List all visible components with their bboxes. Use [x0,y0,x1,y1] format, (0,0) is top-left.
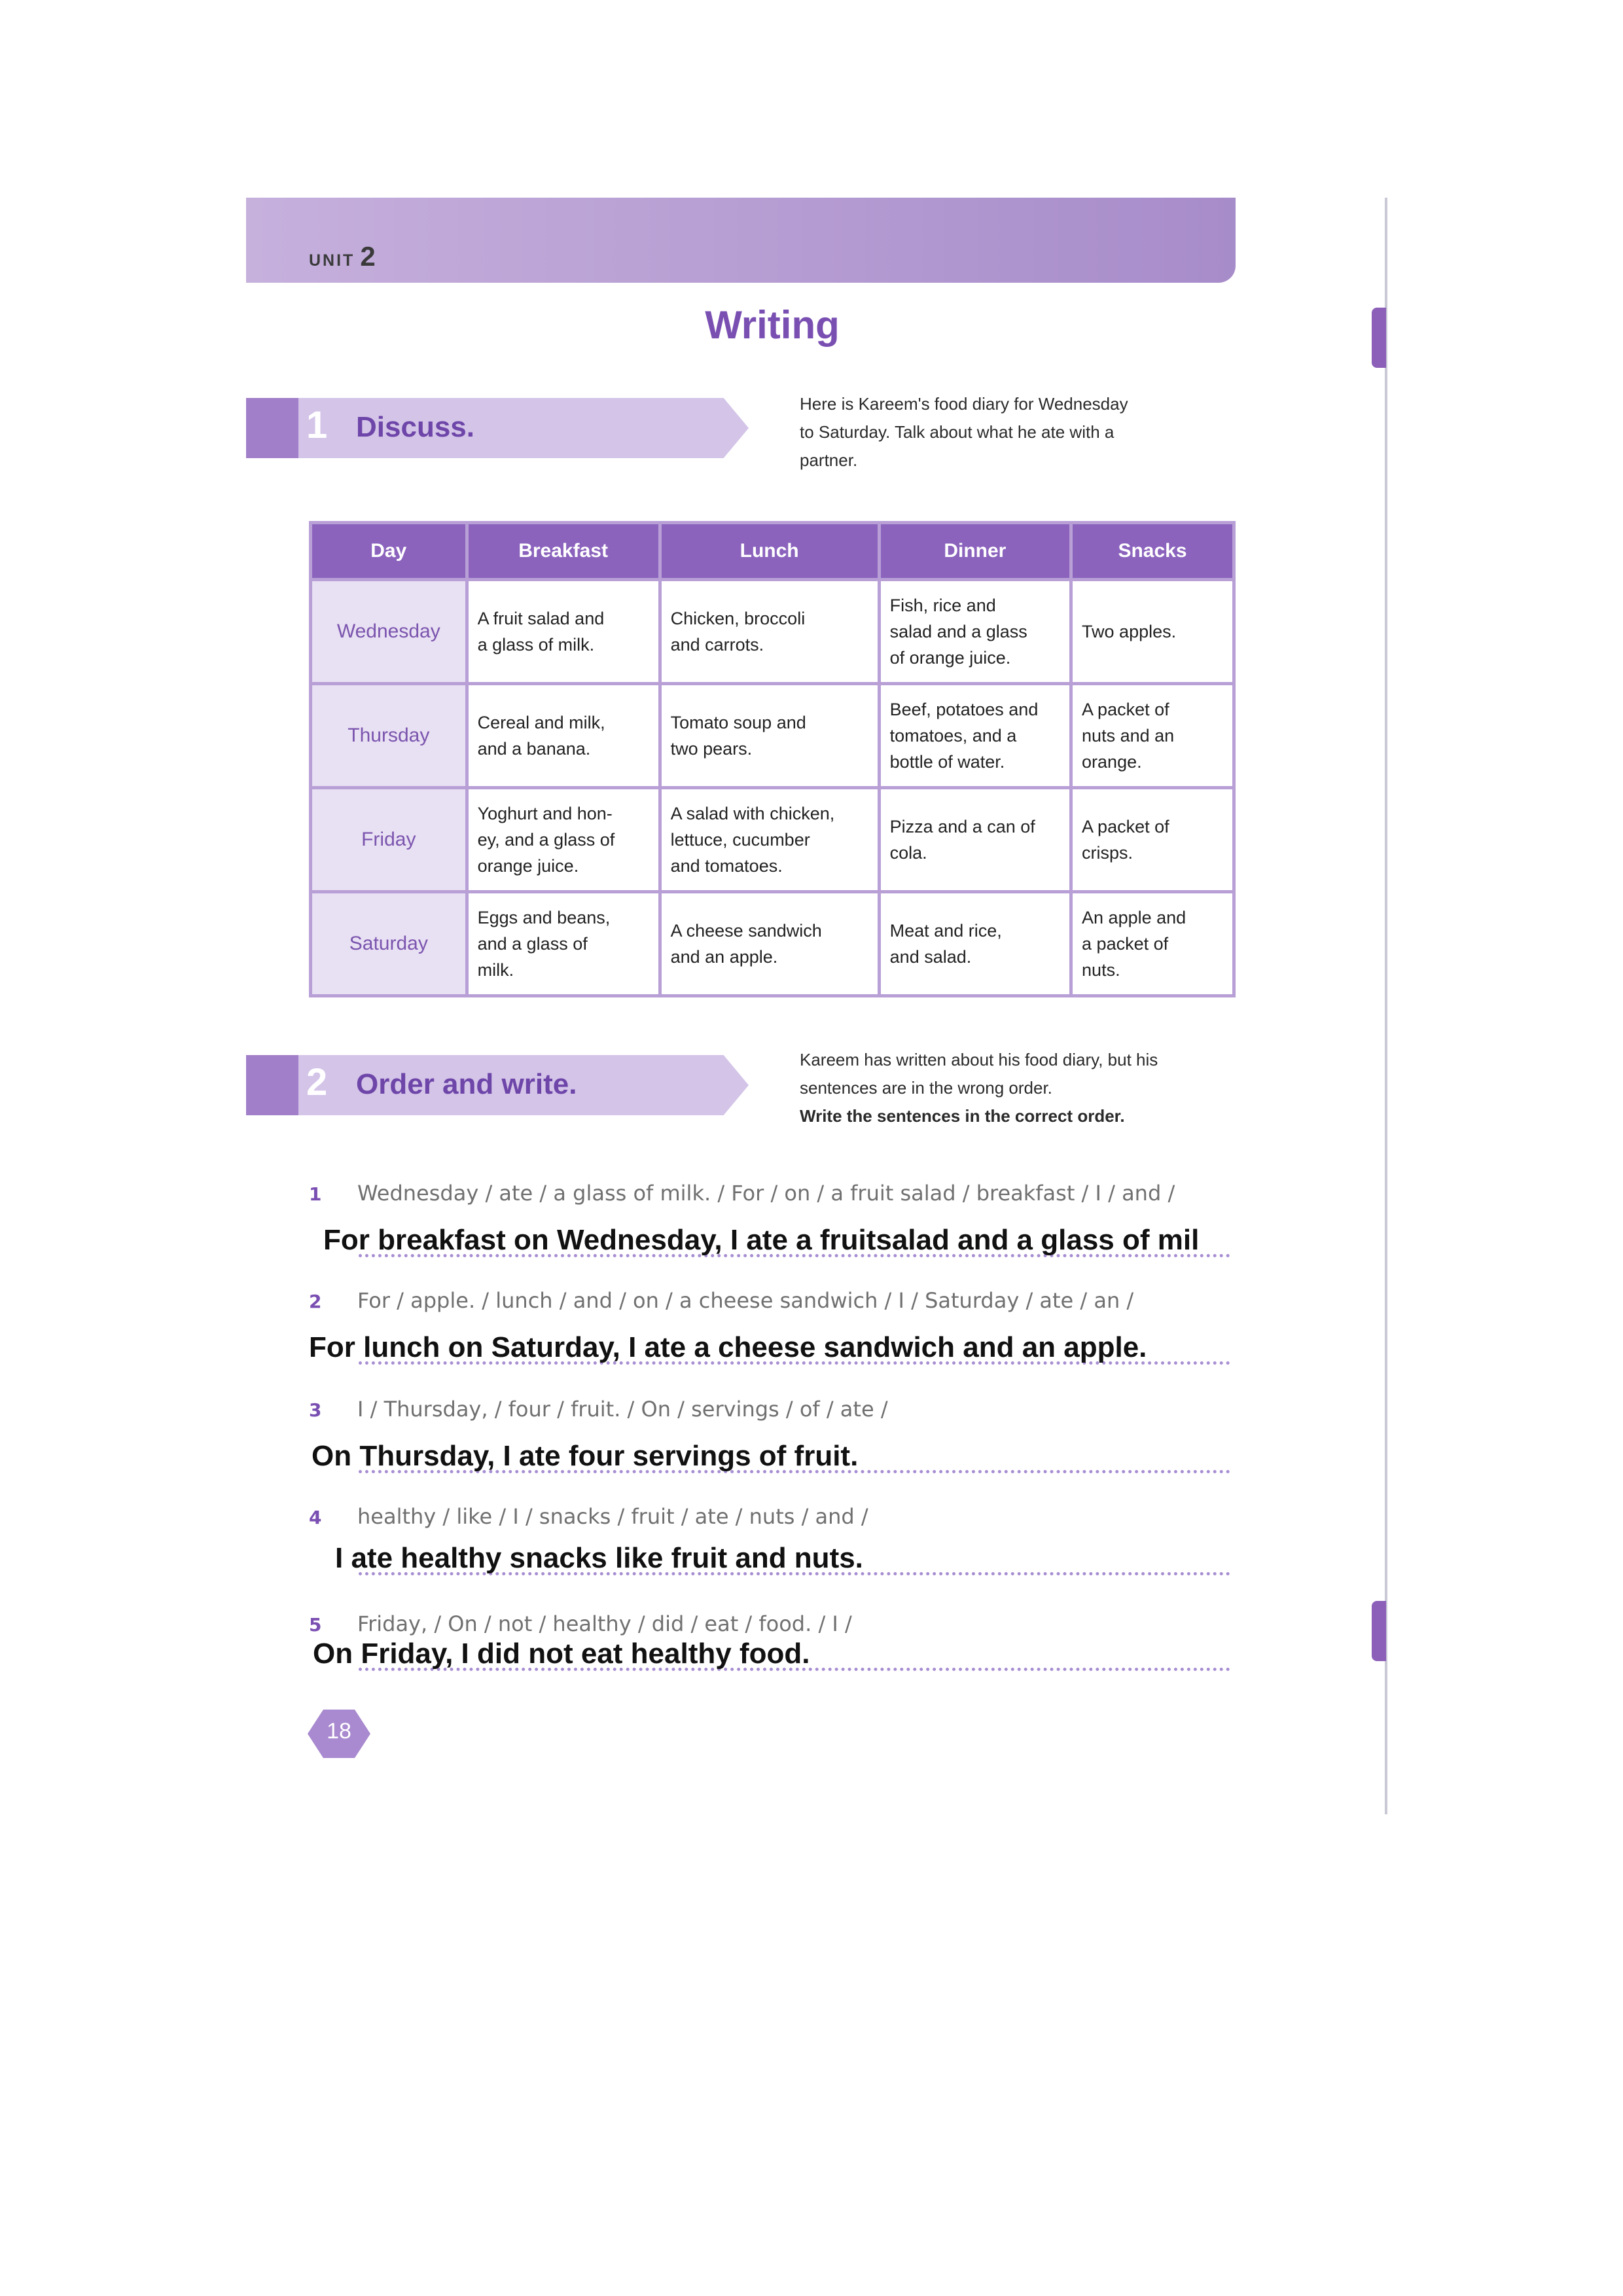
scrambled-words: Wednesday / ate / a glass of milk. / For / on / a fruit salad / breakfast / I / and / [357,1181,1175,1206]
cell-line: A packet of [1082,700,1169,719]
section1-instructions [800,390,1238,475]
cell-line: of orange juice. [889,648,1011,668]
lunch-cell [660,788,879,892]
table-header-row [311,523,1234,580]
item-number: 4 [309,1507,322,1528]
cell-line: and an apple. [670,947,778,967]
section1-label: Discuss. [356,411,474,443]
lunch-cell [660,580,879,684]
instruction-line: sentences are in the wrong order. [800,1078,1052,1098]
table-row [311,788,1234,892]
cell-line: A packet of [1082,817,1169,836]
dinner-cell [879,892,1071,996]
item-number: 3 [309,1399,322,1421]
section1-banner [246,398,749,458]
instruction-line: Here is Kareem's food diary for Wednesday [800,394,1128,414]
dinner-cell [879,580,1071,684]
instruction-line: Write the sentences in the correct order. [800,1106,1125,1126]
section1-number: 1 [306,404,328,446]
cell-line: Chicken, broccoli [670,609,806,628]
day-cell: Friday [311,788,467,892]
cell-line: ey, and a glass of [477,830,615,850]
scrambled-words: I / Thursday, / four / fruit. / On / servings / of / ate / [357,1397,888,1422]
item-number: 5 [309,1614,322,1636]
cell-line: nuts. [1082,960,1120,980]
instruction-line: partner. [800,450,858,470]
lunch-cell [660,684,879,788]
breakfast-cell [467,892,660,996]
cell-line: Pizza and a can of [889,817,1035,836]
cell-line: Two apples. [1082,622,1177,641]
cell-line: salad and a glass [889,622,1027,641]
table-row [311,684,1234,788]
day-cell: Thursday [311,684,467,788]
instruction-line: Kareem has written about his food diary, but his [800,1050,1158,1069]
scrambled-words: Friday, / On / not / healthy / did / eat / food. / I / [357,1611,852,1636]
cell-line: cola. [889,843,927,863]
cell-line: Yoghurt and hon- [477,804,613,823]
breakfast-cell [467,684,660,788]
snacks-cell [1071,580,1234,684]
unit-number: 2 [360,241,376,272]
answer-text: For breakfast on Wednesday, I ate a fruitsalad and a glass of mil [323,1224,1200,1256]
lunch-cell [660,892,879,996]
day-cell: Saturday [311,892,467,996]
cell-line: A fruit salad and [477,609,605,628]
section2-number: 2 [306,1061,328,1103]
cell-line: two pears. [670,739,753,759]
food-diary-table [309,521,1236,997]
cell-line: a packet of [1082,934,1169,954]
snacks-cell [1071,788,1234,892]
unit-word: UNIT [309,251,355,270]
header-dinner: Dinner [879,523,1071,580]
dinner-cell [879,788,1071,892]
snacks-cell [1071,892,1234,996]
answer-text: I ate healthy snacks like fruit and nuts. [335,1542,863,1574]
header-day: Day [311,523,467,580]
cell-line: Fish, rice and [889,596,996,615]
cell-line: A cheese sandwich [670,921,822,941]
cell-line: Meat and rice, [889,921,1002,941]
answer-text: For lunch on Saturday, I ate a cheese sandwich and an apple. [309,1331,1147,1363]
cell-line: and a banana. [477,739,591,759]
section2-banner [246,1055,749,1115]
section2-instructions [800,1046,1238,1130]
header-snacks: Snacks [1071,523,1234,580]
cell-line: orange. [1082,752,1142,772]
cell-line: Tomato soup and [670,713,806,732]
header-lunch: Lunch [660,523,879,580]
cell-line: tomatoes, and a [889,726,1017,745]
cell-line: lettuce, cucumber [670,830,810,850]
cell-line: A salad with chicken, [670,804,835,823]
snacks-cell [1071,684,1234,788]
cell-line: nuts and an [1082,726,1175,745]
item-number: 1 [309,1183,322,1205]
instruction-line: to Saturday. Talk about what he ate with a [800,422,1115,442]
table-row [311,580,1234,684]
cell-line: orange juice. [477,856,579,876]
cell-line: and tomatoes. [670,856,783,876]
cell-line: Eggs and beans, [477,908,611,927]
cell-line: Cereal and milk, [477,713,605,732]
breakfast-cell [467,788,660,892]
answer-text: On Thursday, I ate four servings of fruit. [312,1440,859,1472]
page-title: Writing [705,303,840,347]
item-number: 2 [309,1291,322,1312]
unit-label [309,241,376,272]
header-breakfast: Breakfast [467,523,660,580]
page-number: 18 [327,1719,351,1744]
day-cell: Wednesday [311,580,467,684]
cell-line: Beef, potatoes and [889,700,1039,719]
page-tab-bottom [1372,1601,1386,1661]
scrambled-words: healthy / like / I / snacks / fruit / ate / nuts / and / [357,1504,868,1529]
cell-line: crisps. [1082,843,1133,863]
cell-line: bottle of water. [889,752,1005,772]
scrambled-words: For / apple. / lunch / and / on / a cheese sandwich / I / Saturday / ate / an / [357,1288,1134,1313]
unit-header-bar [246,198,1236,283]
table-row [311,892,1234,996]
cell-line: and a glass of [477,934,588,954]
cell-line: An apple and [1082,908,1186,927]
dinner-cell [879,684,1071,788]
cell-line: milk. [477,960,514,980]
cell-line: a glass of milk. [477,635,595,655]
cell-line: and carrots. [670,635,764,655]
page-edge [1385,198,1387,1814]
breakfast-cell [467,580,660,684]
section2-label: Order and write. [356,1068,577,1100]
answer-text: On Friday, I did not eat healthy food. [313,1638,810,1670]
cell-line: and salad. [889,947,972,967]
